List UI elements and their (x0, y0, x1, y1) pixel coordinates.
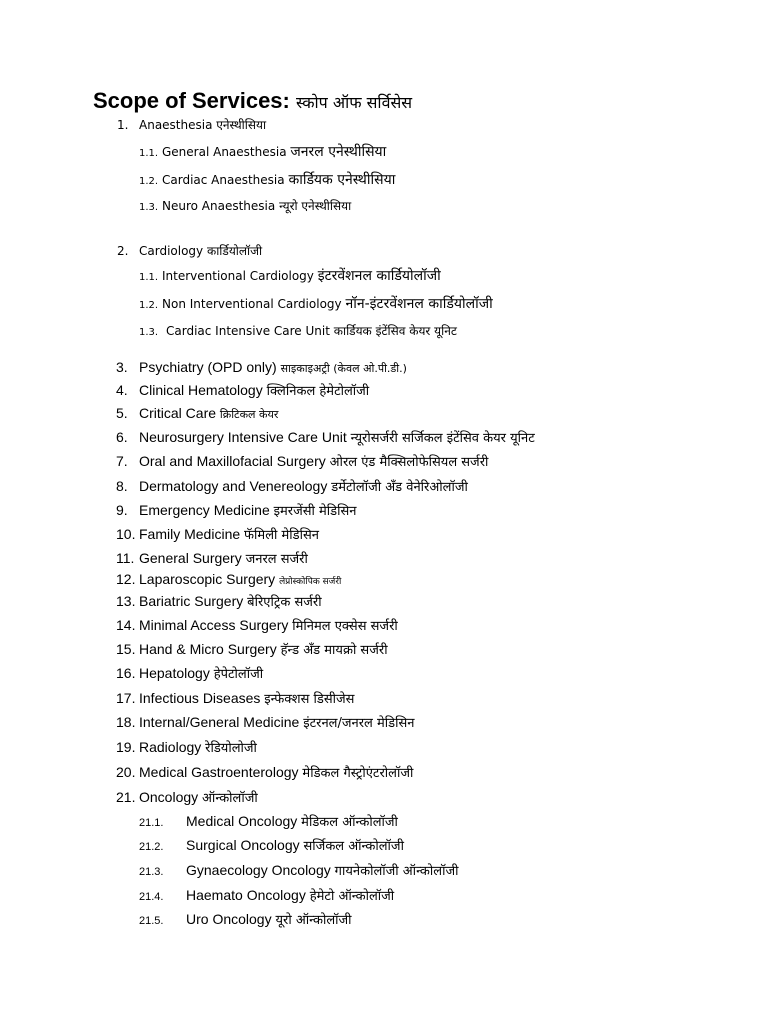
list-item-hindi: फॅमिली मेडिसिन (244, 528, 319, 543)
list-number: 1. (117, 118, 129, 132)
list-item-english: Cardiac Anaesthesia (162, 173, 285, 187)
list-item (116, 500, 357, 522)
list-item-english: Psychiatry (OPD only) (139, 359, 277, 375)
list-item (116, 615, 398, 637)
list-number: 1.2. (139, 176, 159, 187)
list-number: 9. (116, 502, 128, 518)
list-number: 13. (116, 593, 136, 609)
list-item (116, 737, 257, 759)
list-item-hindi: जनरल एनेस्थीसिया (290, 144, 387, 160)
list-number: 20. (116, 764, 136, 780)
list-item-english: Neurosurgery Intensive Care Unit (139, 429, 347, 445)
list-item-oncology-sub (139, 811, 398, 833)
page-title-english: Scope of Services: (93, 88, 290, 113)
list-item-hindi: लेप्रोस्कोपिक सर्जरी (279, 577, 342, 587)
list-item-hindi: मेडिकल ऑन्कोलॉजी (301, 815, 398, 830)
list-item-hindi: क्रिटिकल केयर (219, 408, 279, 421)
list-item-hindi: एनेस्थीसिया (216, 118, 267, 132)
list-item-cardiac-anaesthesia (139, 170, 395, 192)
list-number: 21.1. (139, 817, 164, 829)
list-item-english: Oncology (139, 789, 199, 805)
list-item-english: Dermatology and Venereology (139, 478, 328, 494)
list-item-oncology-sub (139, 835, 404, 857)
list-item (116, 591, 322, 613)
list-item-english: Minimal Access Surgery (139, 617, 289, 633)
list-item-hindi: इमरजेंसी मेडिसिन (273, 504, 357, 519)
list-item-english: Family Medicine (139, 526, 241, 542)
list-item (116, 787, 258, 809)
list-item (116, 569, 341, 592)
list-item (116, 476, 468, 498)
list-item-hindi: सर्जिकल ऑन्कोलॉजी (303, 839, 404, 854)
list-item (116, 380, 369, 402)
list-number: 21. (116, 789, 136, 805)
list-item-english: Hepatology (139, 665, 210, 681)
list-item-hindi: रेडियोलोजी (205, 741, 257, 756)
list-item-hindi: न्यूरोसर्जरी सर्जिकल इंटेंसिव केयर यूनिट (350, 431, 535, 446)
list-item (116, 663, 263, 685)
list-item (116, 403, 278, 425)
list-item-oncology-sub (139, 909, 352, 931)
list-item-cardiology (117, 241, 262, 261)
list-item-hindi: ओरल एंड मैक्सिलोफेसियल सर्जरी (329, 455, 489, 470)
list-number: 6. (116, 429, 128, 445)
list-number: 11. (116, 550, 135, 566)
list-item-english: Infectious Diseases (139, 690, 261, 706)
list-item-english: Emergency Medicine (139, 502, 270, 518)
list-item-english: Oral and Maxillofacial Surgery (139, 453, 326, 469)
list-item-neuro-anaesthesia (139, 196, 351, 218)
list-item-non-interventional-cardiology (139, 294, 493, 316)
list-item-hindi: मेडिकल गैस्ट्रोएंटरोलॉजी (302, 766, 414, 781)
list-item-hindi: नॉन-इंटरवेंशनल कार्डियोलॉजी (345, 296, 493, 312)
list-item (116, 357, 407, 379)
list-item-english: Critical Care (139, 405, 217, 421)
list-item-english: General Surgery (139, 550, 242, 566)
list-item (116, 548, 308, 570)
list-item-hindi: गायनेकोलॉजी ऑन्कोलॉजी (334, 864, 459, 879)
list-item (116, 688, 354, 710)
page-title-hindi: स्कोप ऑफ सर्विसेस (296, 93, 413, 112)
list-item-hindi: इंटरवेंशनल कार्डियोलॉजी (317, 268, 441, 284)
list-item (116, 427, 535, 449)
list-item-oncology-sub (139, 860, 458, 882)
list-item-english: Anaesthesia (139, 118, 213, 132)
list-number: 10. (116, 526, 136, 542)
list-number: 1.1. (139, 148, 159, 159)
list-number: 2. (117, 244, 129, 258)
list-number: 21.5. (139, 915, 164, 927)
list-item-english: Clinical Hematology (139, 382, 263, 398)
list-item-english: Hand & Micro Surgery (139, 641, 277, 657)
list-item-english: Non Interventional Cardiology (162, 297, 342, 311)
list-item-hindi: हॅन्ड ॲंड मायक्रो सर्जरी (280, 643, 388, 658)
list-number: 3. (116, 359, 128, 375)
list-number: 16. (116, 665, 136, 681)
list-number: 12. (116, 571, 136, 587)
list-item (116, 762, 413, 784)
list-item-hindi: न्यूरो एनेस्थीसिया (279, 199, 352, 213)
list-item-english: Internal/General Medicine (139, 714, 300, 730)
page-title (93, 86, 412, 118)
list-item-english: Medical Gastroenterology (139, 764, 299, 780)
list-item (116, 451, 488, 473)
list-item-general-anaesthesia (139, 142, 386, 164)
list-item-english: Uro Oncology (186, 911, 272, 927)
list-number: 17. (116, 690, 136, 706)
list-item-hindi: जनरल सर्जरी (245, 552, 308, 567)
list-number: 19. (116, 739, 136, 755)
list-item-hindi: इंटरनल/जनरल मेडिसिन (303, 716, 415, 731)
list-item-interventional-cardiology (139, 266, 441, 288)
list-item-cardiac-icu (139, 321, 457, 343)
list-number: 18. (116, 714, 136, 730)
list-item-english: Radiology (139, 739, 202, 755)
list-number: 21.3. (139, 866, 164, 878)
list-item-hindi: साइकाइअट्री (केवल ओ.पी.डी.) (280, 362, 407, 375)
list-item-hindi: क्लिनिकल हेमेटोलॉजी (266, 384, 370, 399)
list-item-english: Bariatric Surgery (139, 593, 244, 609)
list-item-hindi: मिनिमल एक्सेस सर्जरी (292, 619, 398, 634)
list-number: 14. (116, 617, 136, 633)
list-item (116, 712, 414, 734)
list-item (116, 639, 388, 661)
list-item-hindi: कार्डियक इंटेंसिव केयर यूनिट (333, 324, 457, 338)
list-number: 7. (116, 453, 128, 469)
list-item-english: Laparoscopic Surgery (139, 571, 276, 587)
list-number: 21.2. (139, 841, 164, 853)
list-number: 1.3. (139, 327, 159, 338)
list-item-anaesthesia (117, 115, 266, 135)
list-number: 1.3. (139, 202, 159, 213)
list-item-english: Cardiology (139, 244, 204, 258)
list-item-hindi: हेमेटो ऑन्कोलॉजी (309, 889, 395, 904)
list-item-oncology-sub (139, 885, 394, 907)
list-number: 15. (116, 641, 136, 657)
list-item-hindi: हेपेटोलॉजी (213, 667, 264, 682)
list-item-english: Neuro Anaesthesia (162, 199, 276, 213)
list-item-hindi: इन्फेक्शस डिसीजेस (264, 692, 355, 707)
list-number: 1.2. (139, 300, 159, 311)
list-item-english: Medical Oncology (186, 813, 298, 829)
list-item-hindi: यूरो ऑन्कोलॉजी (275, 913, 352, 928)
list-item (116, 524, 319, 546)
list-item-english: Surgical Oncology (186, 837, 300, 853)
list-item-hindi: कार्डियक एनेस्थीसिया (288, 172, 396, 188)
list-item-english: Gynaecology Oncology (186, 862, 331, 878)
list-number: 8. (116, 478, 128, 494)
list-item-english: Haemato Oncology (186, 887, 306, 903)
list-item-english: General Anaesthesia (162, 145, 287, 159)
list-number: 5. (116, 405, 128, 421)
list-item-hindi: डर्मेटोलॉजी ॲंड वेनेरिओलॉजी (331, 480, 468, 495)
list-item-english: Cardiac Intensive Care Unit (166, 324, 330, 338)
list-number: 21.4. (139, 891, 164, 903)
list-item-hindi: बेरिएट्रिक सर्जरी (247, 595, 322, 610)
list-number: 4. (116, 382, 128, 398)
list-item-hindi: कार्डियोलॉजी (206, 244, 263, 258)
list-item-hindi: ऑन्कोलॉजी (202, 791, 258, 806)
list-item-english: Interventional Cardiology (162, 269, 314, 283)
list-number: 1.1. (139, 272, 159, 283)
